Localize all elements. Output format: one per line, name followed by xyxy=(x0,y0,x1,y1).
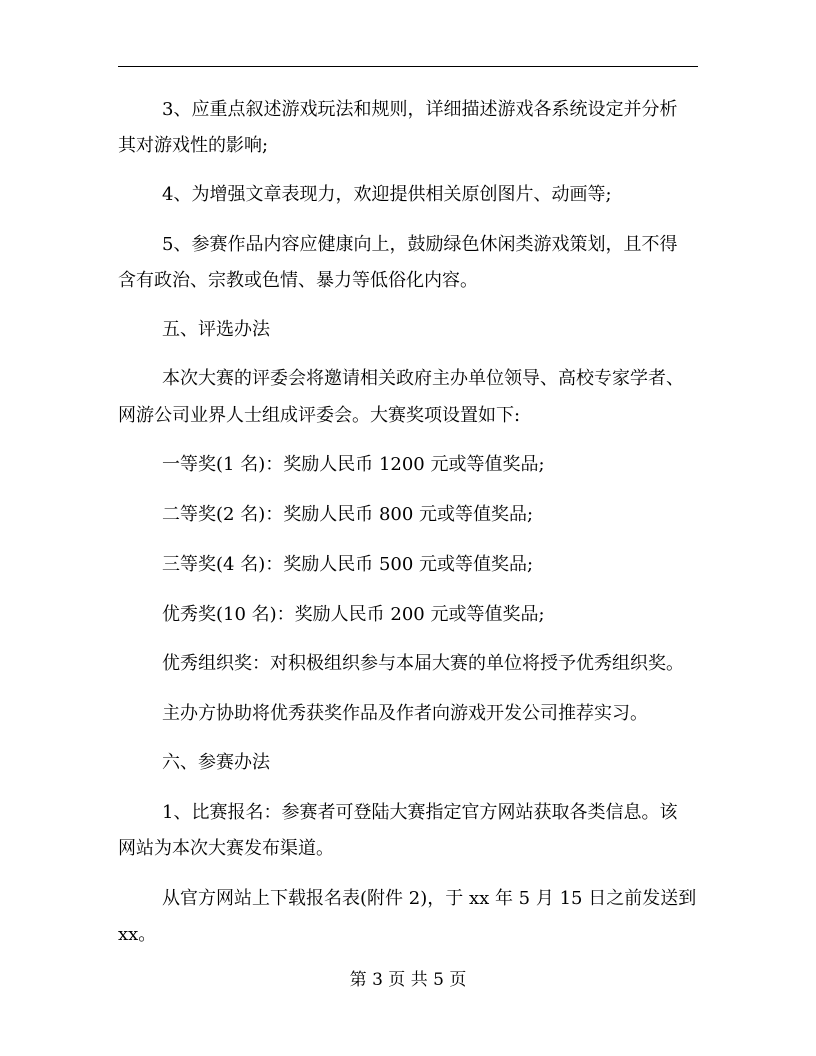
header-rule xyxy=(118,66,698,67)
paragraph-line: 1、比赛报名：参赛者可登陆大赛指定官方网站获取各类信息。该 xyxy=(162,802,678,823)
page-number: 第 3 页 共 5 页 xyxy=(349,970,467,990)
paragraph-line: 网站为本次大赛发布渠道。 xyxy=(118,838,334,859)
paragraph-line: 4、为增强文章表现力，欢迎提供相关原创图片、动画等; xyxy=(162,184,612,205)
paragraph-line: 从官方网站上下载报名表(附件 2)，于 xx 年 5 月 15 日之前发送到 xyxy=(162,888,697,909)
prize-line: 三等奖(4 名)：奖励人民币 500 元或等值奖品; xyxy=(162,554,534,575)
prize-line: 优秀奖(10 名)：奖励人民币 200 元或等值奖品; xyxy=(162,604,545,625)
paragraph-line: 主办方协助将优秀获奖作品及作者向游戏开发公司推荐实习。 xyxy=(162,703,648,724)
section-heading: 六、参赛办法 xyxy=(162,752,270,773)
section-heading: 五、评选办法 xyxy=(162,319,270,340)
prize-line: 优秀组织奖：对积极组织参与本届大赛的单位将授予优秀组织奖。 xyxy=(162,653,684,674)
paragraph-line: 其对游戏性的影响; xyxy=(118,135,269,156)
paragraph-line: 5、参赛作品内容应健康向上，鼓励绿色休闲类游戏策划，且不得 xyxy=(162,234,678,255)
paragraph-line: 网游公司业界人士组成评委会。大赛奖项设置如下: xyxy=(118,405,521,426)
paragraph-line: xx。 xyxy=(118,924,157,945)
paragraph-line: 本次大赛的评委会将邀请相关政府主办单位领导、高校专家学者、 xyxy=(162,368,684,389)
paragraph-line: 3、应重点叙述游戏玩法和规则，详细描述游戏各系统设定并分析 xyxy=(162,99,678,120)
prize-line: 二等奖(2 名)：奖励人民币 800 元或等值奖品; xyxy=(162,504,534,525)
prize-line: 一等奖(1 名)：奖励人民币 1200 元或等值奖品; xyxy=(162,454,545,475)
paragraph-line: 含有政治、宗教或色情、暴力等低俗化内容。 xyxy=(118,270,478,291)
